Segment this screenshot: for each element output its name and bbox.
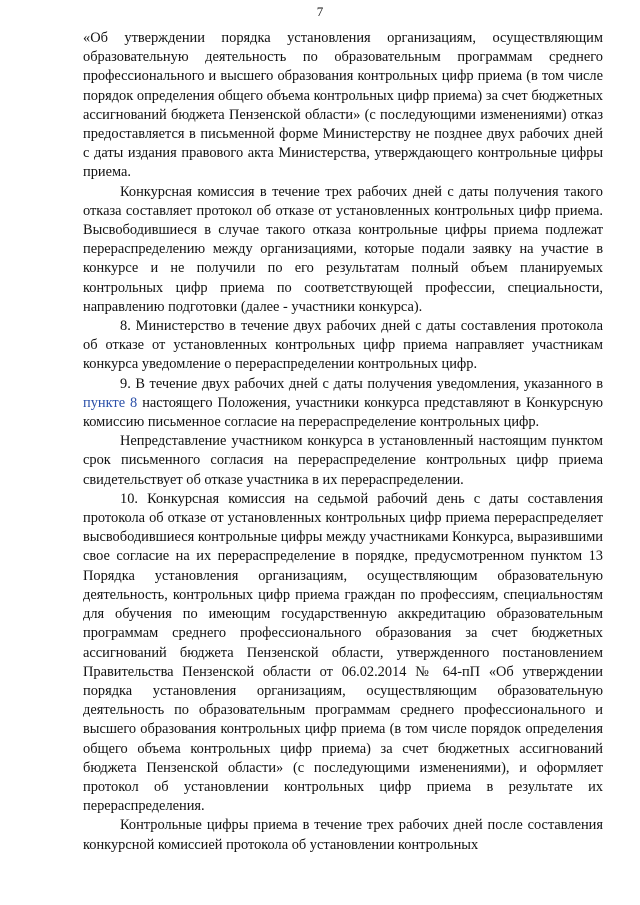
paragraph-5: Непредставление участником конкурса в установленный настоящим пунктом срок письменного согласия на перераспределение контрольных цифр приема свидетельствует об отказе участника в их перераспределении. [83,433,603,488]
paragraph-7: Контрольные цифры приема в течение трех рабочих дней после составления конкурсной комиссией протокола об установлении контрольных [83,817,603,853]
paragraph-4-text-start: 9. В течение двух рабочих дней с даты получения уведомления, указанного в [120,375,603,392]
paragraph-3: 8. Министерство в течение двух рабочих дней с даты составления протокола об отказе от установленных контрольных цифр приема направляет участникам конкурса уведомление о перераспределении контрольных цифр. [83,318,603,373]
paragraph-6: 10. Конкурсная комиссия на седьмой рабочий день с даты составления протокола об отказе от установленных контрольных цифр приема перераспределяет высвободившиеся контрольные цифры между участниками Конкурса, выразившими свое согласие на их перераспределение в порядке, предусмотренном пунктом 13 Порядка установления организациям, осуществляющим образовательную деятельность, контрольных цифр приема граждан по профессиям, специальностям для обучения по имеющим государственную аккредитацию образовательным программам среднего профессионального образования за счет бюджетных ассигнований бюджета Пензенской области, утвержденного постановлением Правительства Пензенской области от 06.02.2014 № 64-пП «Об утверждении порядка установления организациям, осуществляющим образовательную деятельность по образовательным программам среднего профессионального и высшего образования контрольных цифр приема (в том числе порядок определения общего объема контрольных цифр приема) за счет бюджетных ассигнований бюджета Пензенской области» (с последующими изменениями), и оформляет протокол об установлении контрольных цифр приема в результате их перераспределения. [83,490,603,815]
document-body [83,29,603,855]
paragraph-4 [83,375,603,433]
paragraph-4-text-end: настоящего Положения, участники конкурса представляют в Конкурсную комиссию письменное согласие на перераспределение контрольных цифр. [83,394,603,431]
page-number: 7 [316,4,324,19]
point-8-link[interactable]: пункте 8 [83,394,138,411]
paragraph-2: Конкурсная комиссия в течение трех рабочих дней с даты получения такого отказа составляет протокол об отказе от установленных контрольных цифр приема. Высвободившиеся в случае такого отказа контрольные цифры приема подлежат перераспределению между организациями, которые подали заявку на участие в конкурсе и не получили по его результатам полный объем планируемых контрольных цифр приема по соответствующей профессии, специальности, направлению подготовки (далее - участники конкурса). [83,183,603,315]
paragraph-1: «Об утверждении порядка установления организациям, осуществляющим образовательную деятельность по образовательным программам среднего профессионального и высшего образования контрольных цифр приема (в том числе порядок определения общего объема контрольных цифр приема) за счет бюджетных ассигнований бюджета Пензенской области» (с последующими изменениями) отказ предоставляется в письменной форме Министерству не позднее двух рабочих дней с даты издания правового акта Министерства, утверждающего контрольные цифры приема. [83,30,603,181]
